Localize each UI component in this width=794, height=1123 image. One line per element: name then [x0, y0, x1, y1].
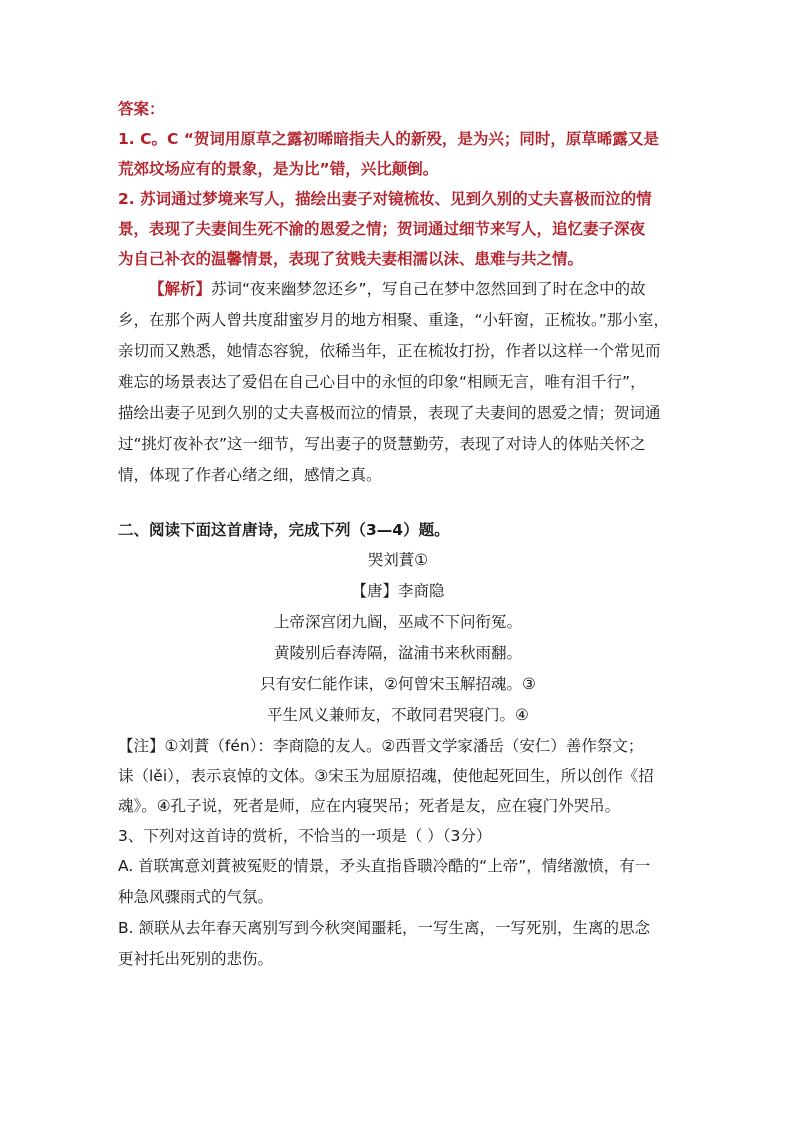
- poem-line: 上帝深宫闭九阍，巫咸不下问衔冤。: [273, 613, 522, 631]
- poem-line: 平生风义兼师友，不敢同君哭寝门。④: [267, 706, 529, 724]
- poem-line: 黄陵别后春涛隔，湓浦书来秋雨翻。: [273, 644, 522, 662]
- analysis-label: 【解析】: [149, 280, 212, 298]
- analysis-line: 描绘出妻子见到久别的丈夫喜极而泣的情景，表现了夫妻间的恩爱之情；贺词通: [118, 404, 661, 422]
- answer-2-line: 为自己补衣的温馨情景，表现了贫贱夫妻相濡以沫、患难与共之情。: [118, 250, 584, 268]
- option-b: [118, 913, 678, 975]
- answer-2-line: 景，表现了夫妻间生死不渝的恩爱之情；贺词通过细节来写人，追忆妻子深夜: [118, 220, 646, 238]
- poem-author: 【唐】李商隐: [351, 582, 445, 600]
- section-2-title: 二、阅读下面这首唐诗，完成下列（3—4）题。: [118, 521, 450, 539]
- answer-1: [118, 124, 678, 184]
- option-b-line: 更衬托出死别的悲伤。: [118, 950, 274, 968]
- question-3: 3、下列对这首诗的赏析，不恰当的一项是（ ）（3分）: [118, 827, 492, 845]
- answer-label: 答案：: [118, 100, 165, 118]
- option-b-line: B. 颔联从去年春天离别写到今秋突闻噩耗，一写生离，一写死别，生离的思念: [118, 919, 650, 937]
- option-a: [118, 851, 678, 913]
- answer-2-line: 2. 苏词通过梦境来写人，描绘出妻子对镜梳妆、见到久别的丈夫喜极而泣的情: [118, 190, 652, 208]
- note-line: 诔（lěi），表示哀悼的文体。③宋玉为屈原招魂，使他起死回生，所以创作《招: [118, 767, 654, 785]
- option-a-line: A. 首联寓意刘蕡被冤贬的情景，矛头直指昏聩冷酷的“上帝”，情绪激愤，有一: [118, 857, 651, 875]
- analysis-first-line: [118, 274, 678, 305]
- analysis-line: 亲切而又熟悉，她情态容貌，依稀当年，正在梳妆打扮，作者以这样一个常见而: [118, 342, 661, 360]
- document-content: [118, 94, 678, 975]
- option-a-line: 种急风骤雨式的气氛。: [118, 888, 274, 906]
- analysis-text: 苏词“夜来幽梦忽还乡”，写自己在梦中忽然回到了时在念中的故: [211, 280, 646, 298]
- analysis: [118, 274, 678, 491]
- note-line: 魂》。④孔子说，死者是师，应在内寝哭吊；死者是友，应在寝门外哭吊。: [118, 797, 621, 815]
- poem: [118, 545, 678, 731]
- analysis-line: 情，体现了作者心绪之细，感情之真。: [118, 466, 382, 484]
- analysis-line: 乡，在那个两人曾共度甜蜜岁月的地方相聚、重逢，“小轩窗，正梳妆。”那小室，: [118, 311, 669, 329]
- analysis-line: 难忘的场景表达了爱侣在自己心目中的永恒的印象“相顾无言，唯有泪千行”，: [118, 373, 646, 391]
- poem-title: 哭刘蕡①: [367, 551, 429, 569]
- poem-notes: [118, 731, 678, 821]
- answer-1-line: 1. C。C “贺词用原草之露初晞暗指夫人的新殁，是为兴；同时，原草晞露又是: [118, 130, 659, 148]
- answer-1-line: 荒郊坟场应有的景象，是为比”错，兴比颠倒。: [118, 160, 439, 178]
- answer-2: [118, 184, 678, 274]
- analysis-line: 过“挑灯夜补衣”这一细节，写出妻子的贤慧勤劳，表现了对诗人的体贴关怀之: [118, 435, 646, 453]
- note-line: 【注】①刘蕡（fén）：李商隐的友人。②西晋文学家潘岳（安仁）善作祭文；: [118, 737, 644, 755]
- poem-line: 只有安仁能作诔，②何曾宋玉解招魂。③: [260, 675, 536, 693]
